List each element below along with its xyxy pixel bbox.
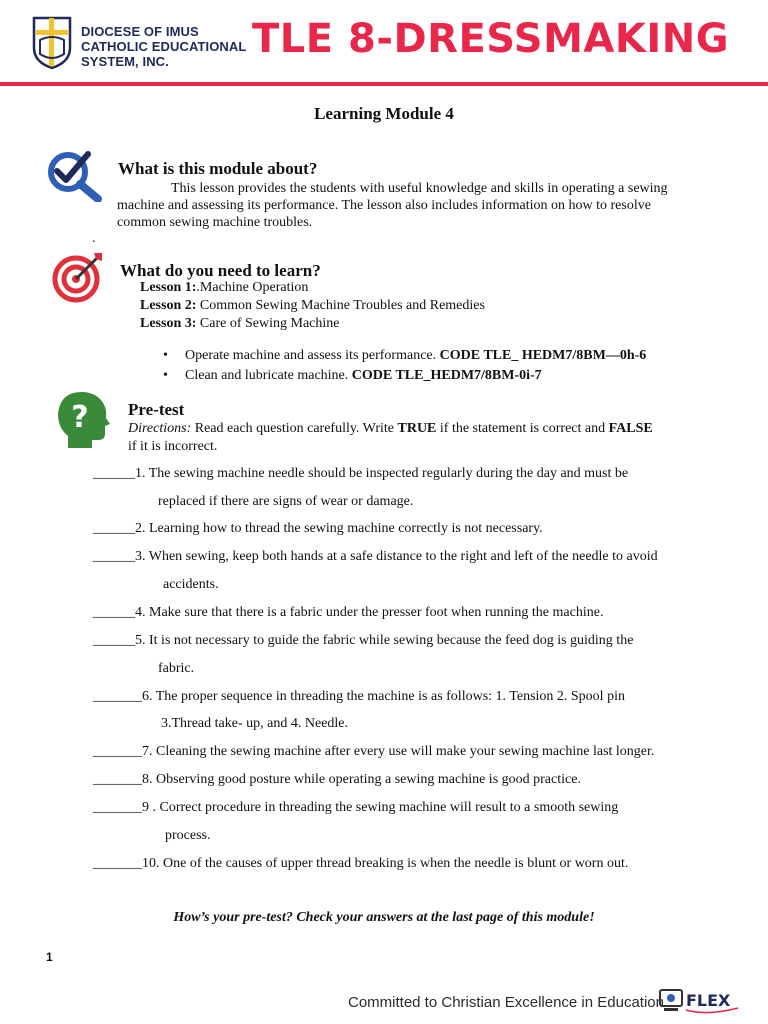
- stray-dot: .: [92, 231, 96, 246]
- flex-logo-icon: [658, 986, 742, 1016]
- pretest-closing-note: How’s your pre-test? Check your answers at the last page of this module!: [173, 910, 595, 925]
- document-title: TLE 8-DRESSMAKING: [252, 16, 730, 62]
- true-keyword: TRUE: [397, 421, 437, 436]
- learn-heading: What do you need to learn?: [120, 261, 321, 280]
- about-text-line-1: This lesson provides the students with useful knowledge and skills in operating a sewing: [171, 181, 668, 196]
- about-heading: What is this module about?: [118, 159, 318, 178]
- competency-1: [163, 348, 646, 364]
- lesson-2: [140, 298, 485, 314]
- question-9: _______9 . Correct procedure in threading the sewing machine will result to a smooth sewing: [93, 800, 619, 815]
- question-5: ______5. It is not necessary to guide the fabric while sewing because the feed dog is guiding the: [93, 633, 634, 648]
- lesson-3-label: Lesson 3:: [140, 316, 197, 331]
- lesson-3: [140, 316, 339, 332]
- question-5-continued: fabric.: [158, 661, 195, 676]
- question-8: _______8. Observing good posture while operating a sewing machine is good practice.: [93, 772, 581, 787]
- bullet-icon: •: [163, 368, 168, 383]
- footer-tagline: Committed to Christian Excellence in Education: [348, 994, 664, 1011]
- question-6-continued: 3.Thread take- up, and 4. Needle.: [161, 716, 348, 731]
- target-icon: [52, 251, 104, 303]
- lesson-3-title: Care of Sewing Machine: [196, 316, 340, 331]
- org-name-line-1: DIOCESE OF IMUS: [81, 24, 199, 39]
- false-keyword: FALSE: [608, 421, 653, 436]
- bullet-icon: •: [163, 348, 168, 363]
- competency-1-text: Operate machine and assess its performance.: [185, 348, 440, 363]
- org-name-line-2: CATHOLIC EDUCATIONAL: [81, 39, 247, 54]
- directions-line-1: [128, 420, 653, 437]
- question-10: _______10. One of the causes of upper thread breaking is when the needle is blunt or worn out.: [93, 856, 629, 871]
- header-divider: [0, 82, 768, 86]
- question-head-icon: [54, 388, 110, 450]
- lesson-2-label: Lesson 2:: [140, 298, 197, 313]
- pretest-heading: Pre-test: [128, 400, 185, 419]
- svg-text:?: ?: [71, 400, 89, 435]
- competency-1-code: CODE TLE_ HEDM7/8BM—0h-6: [439, 348, 647, 363]
- question-7: _______7. Cleaning the sewing machine after every use will make your sewing machine last longer.: [93, 744, 655, 759]
- directions-line-2: if it is incorrect.: [128, 439, 218, 454]
- question-9-continued: process.: [165, 828, 211, 843]
- question-6: _______6. The proper sequence in threading the machine is as follows: 1. Tension 2. Spool pin: [93, 689, 625, 704]
- about-text-line-3: common sewing machine troubles.: [117, 215, 313, 230]
- lesson-1-label: Lesson 1:: [140, 280, 197, 295]
- question-2: ______2. Learning how to thread the sewing machine correctly is not necessary.: [93, 521, 543, 536]
- question-3: ______3. When sewing, keep both hands at a safe distance to the right and left of the needle to avoid: [93, 549, 658, 564]
- competency-2-text: Clean and lubricate machine.: [185, 368, 352, 383]
- directions-text-2: if the statement is correct and: [436, 421, 609, 436]
- module-title: Learning Module 4: [314, 104, 454, 123]
- question-1: ______1. The sewing machine needle should be inspected regularly during the day and must be: [93, 466, 629, 481]
- page-number: 1: [46, 950, 53, 964]
- competency-2-code: CODE TLE_HEDM7/8BM-0i-7: [351, 368, 542, 383]
- directions-label: Directions:: [128, 421, 192, 436]
- question-3-continued: accidents.: [163, 577, 219, 592]
- lesson-2-title: Common Sewing Machine Troubles and Remedies: [196, 298, 485, 313]
- magnifier-check-icon: [44, 150, 104, 202]
- directions-text-1: Read each question carefully. Write: [191, 421, 398, 436]
- org-name-line-3: SYSTEM, INC.: [81, 54, 169, 69]
- lesson-1-title: .Machine Operation: [196, 280, 309, 295]
- about-text-line-2: machine and assessing its performance. The lesson also includes information on how to resolve: [117, 198, 651, 213]
- question-4: ______4. Make sure that there is a fabric under the presser foot when running the machine.: [93, 605, 604, 620]
- flex-logo-text: FLEX: [686, 991, 731, 1010]
- diocese-logo-icon: [30, 14, 74, 70]
- competency-2: [163, 368, 542, 384]
- question-1-continued: replaced if there are signs of wear or damage.: [158, 494, 414, 509]
- lesson-1: [140, 280, 308, 296]
